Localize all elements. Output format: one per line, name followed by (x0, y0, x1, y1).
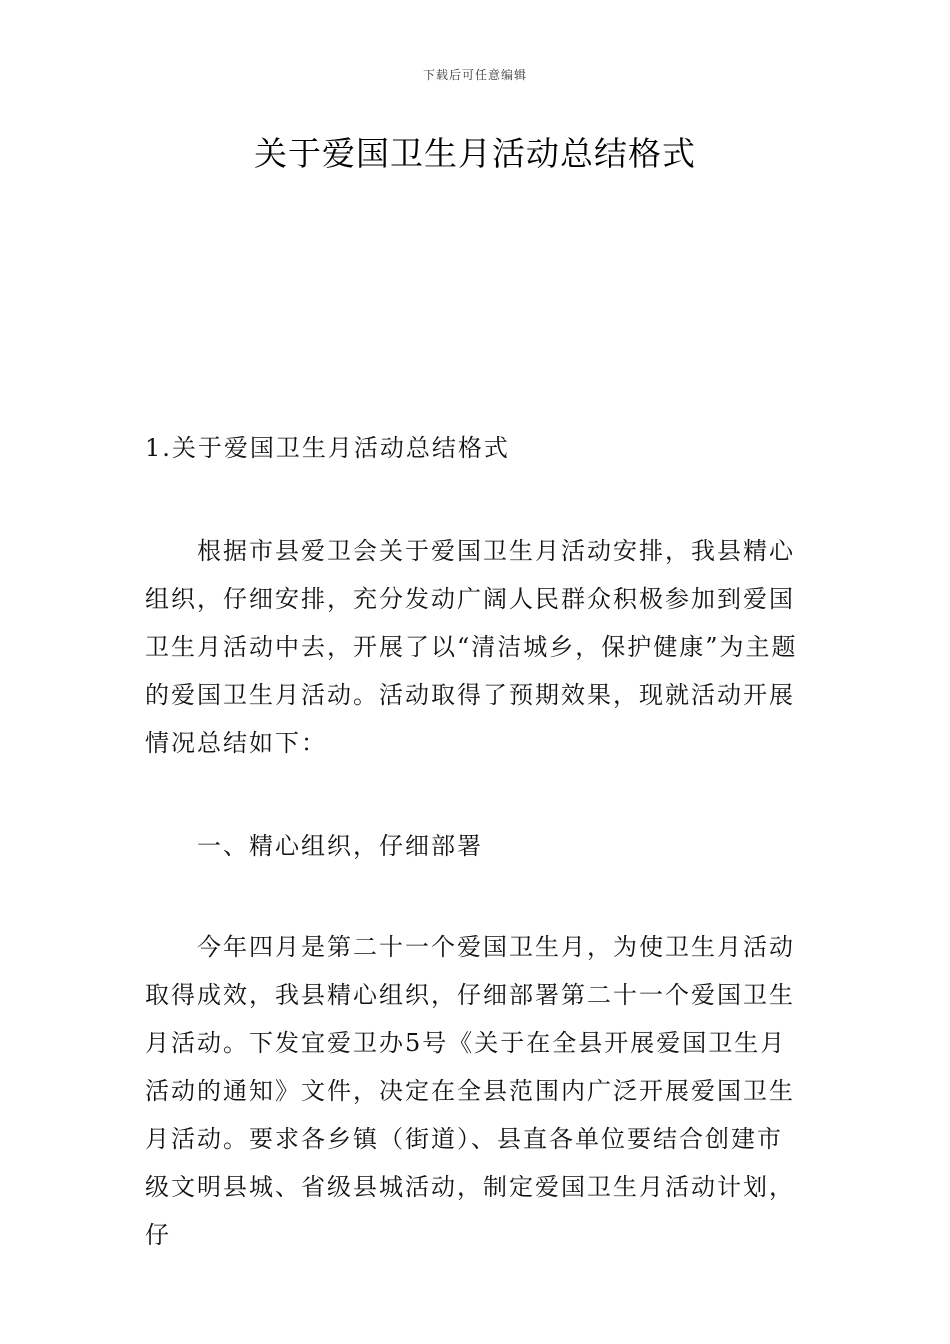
page-header-note: 下载后可任意编辑 (422, 68, 527, 82)
subheading-organization: 一、精心组织，仔细部署 (197, 832, 483, 860)
paragraph-details: 今年四月是第二十一个爱国卫生月，为使卫生月活动取得成效，我县精心组织，仔细部署第二十一个爱国卫生月活动。下发宜爱卫办5号《关于在全县开展爱国卫生月活动的通知》文件，决定在全县范围内广泛开展爱国卫生月活动。要求各乡镇（街道）、县直各单位要结合创建市级文明县城、省级县城活动，制定爱国卫生月活动计划，仔 (145, 933, 795, 1249)
section-heading: 1.关于爱国卫生月活动总结格式 (145, 434, 510, 462)
paragraph-intro: 根据市县爱卫会关于爱国卫生月活动安排，我县精心组织，仔细安排，充分发动广阔人民群众积极参加到爱国卫生月活动中去，开展了以“清洁城乡，保护健康”为主题的爱国卫生月活动。活动取得了预期效果，现就活动开展情况总结如下： (145, 537, 798, 757)
document-title: 关于爱国卫生月活动总结格式 (254, 134, 696, 173)
